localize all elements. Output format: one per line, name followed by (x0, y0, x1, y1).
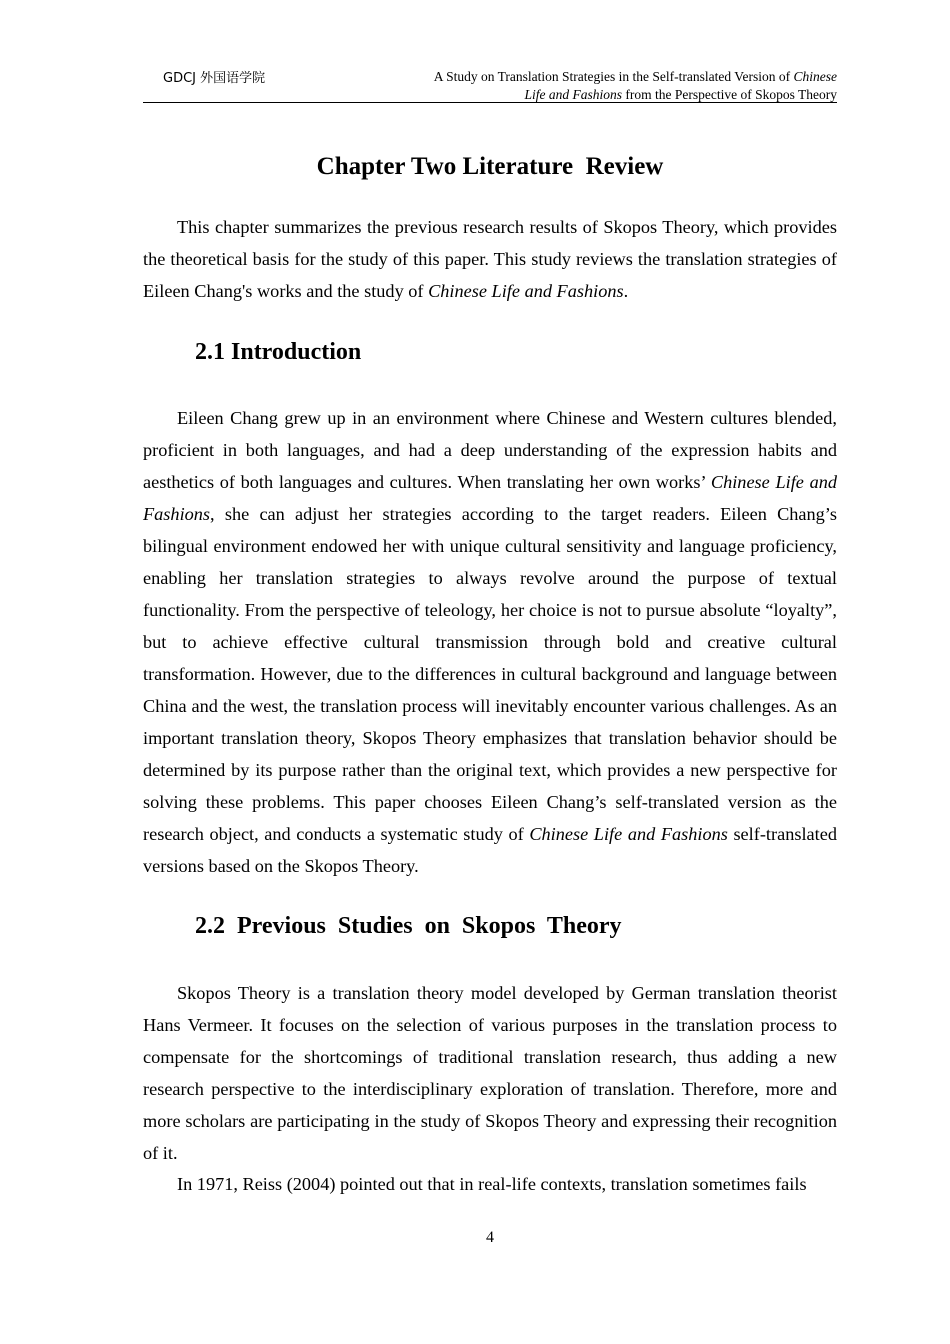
section-2-1-paragraph (143, 402, 837, 882)
s21-text-1: Eileen Chang grew up in an environment where Chinese and Western cultures blended, proficient in both languages, and had a deep understanding of the expression habits and aesthetics of both languages and cultures. When translating her own works’ (143, 408, 837, 492)
header-rule (143, 102, 837, 103)
header-title-line2-italic: Life and Fashions (524, 87, 623, 102)
page-number: 4 (486, 1229, 494, 1246)
section-2-2-paragraph-1 (143, 977, 837, 1169)
chapter-intro-paragraph (143, 211, 837, 307)
section-2-2-heading: 2.2 Previous Studies on Skopos Theory (195, 913, 622, 939)
header-institution: GDCJ 外国语学院 (163, 71, 266, 86)
section-2-1-heading: 2.1 Introduction (195, 339, 362, 365)
section-2-2-paragraph-2 (143, 1168, 837, 1200)
s21-text-3: self-translated versions based on the Skopos Theory. (143, 824, 837, 876)
s22-p1-text: Skopos Theory is a translation theory model developed by German translation theorist Hans Vermeer. It focuses on the selection of various purposes in the translation process to compensate for the shortcomings of traditional translation research, thus adding a new research perspective to the interdisciplinary exploration of translation. Therefore, more and more scholars are participating in the study of Skopos Theory and expressing their recognition of it. (143, 983, 837, 1163)
s21-italic-2: Chinese Life and Fashions (529, 824, 728, 844)
s21-italic-1: Chinese Life and Fashions (143, 472, 837, 524)
header-title-line1-prefix: A Study on Translation Strategies in the Self-translated Version of (433, 69, 794, 84)
intro-text-1: This chapter summarizes the previous research results of Skopos Theory, which provides the theoretical basis for the study of this paper. This study reviews the translation strategies of Eileen Chang's works and the study of (143, 217, 837, 301)
chapter-title: Chapter Two Literature Review (316, 153, 664, 180)
intro-text-2: . (623, 281, 629, 301)
header-title-line2-suffix: from the Perspective of Skopos Theory (622, 87, 837, 102)
intro-italic-title: Chinese Life and Fashions (428, 281, 624, 301)
s22-p2-text: In 1971, Reiss (2004) pointed out that in real-life contexts, translation sometimes fails (177, 1174, 807, 1194)
header-title-line1-italic: Chinese (793, 69, 837, 84)
header-running-title (357, 68, 837, 104)
s21-text-2: , she can adjust her strategies according to the target readers. Eileen Chang’s bilingual environment endowed her with unique cultural sensitivity and language proficiency, enabling her translation strategies to always revolve around the purpose of textual functionality. From the perspective of teleology, her choice is not to pursue absolute “loyalty”, but to achieve effective cultural transmission through bold and creative cultural transformation. However, due to the differences in cultural background and language between China and the west, the translation process will inevitably encounter various challenges. As an important translation theory, Skopos Theory emphasizes that translation behavior should be determined by its purpose rather than the original text, which provides a new perspective for solving these problems. This paper chooses Eileen Chang’s self-translated version as the research object, and conducts a systematic study of (143, 504, 837, 844)
